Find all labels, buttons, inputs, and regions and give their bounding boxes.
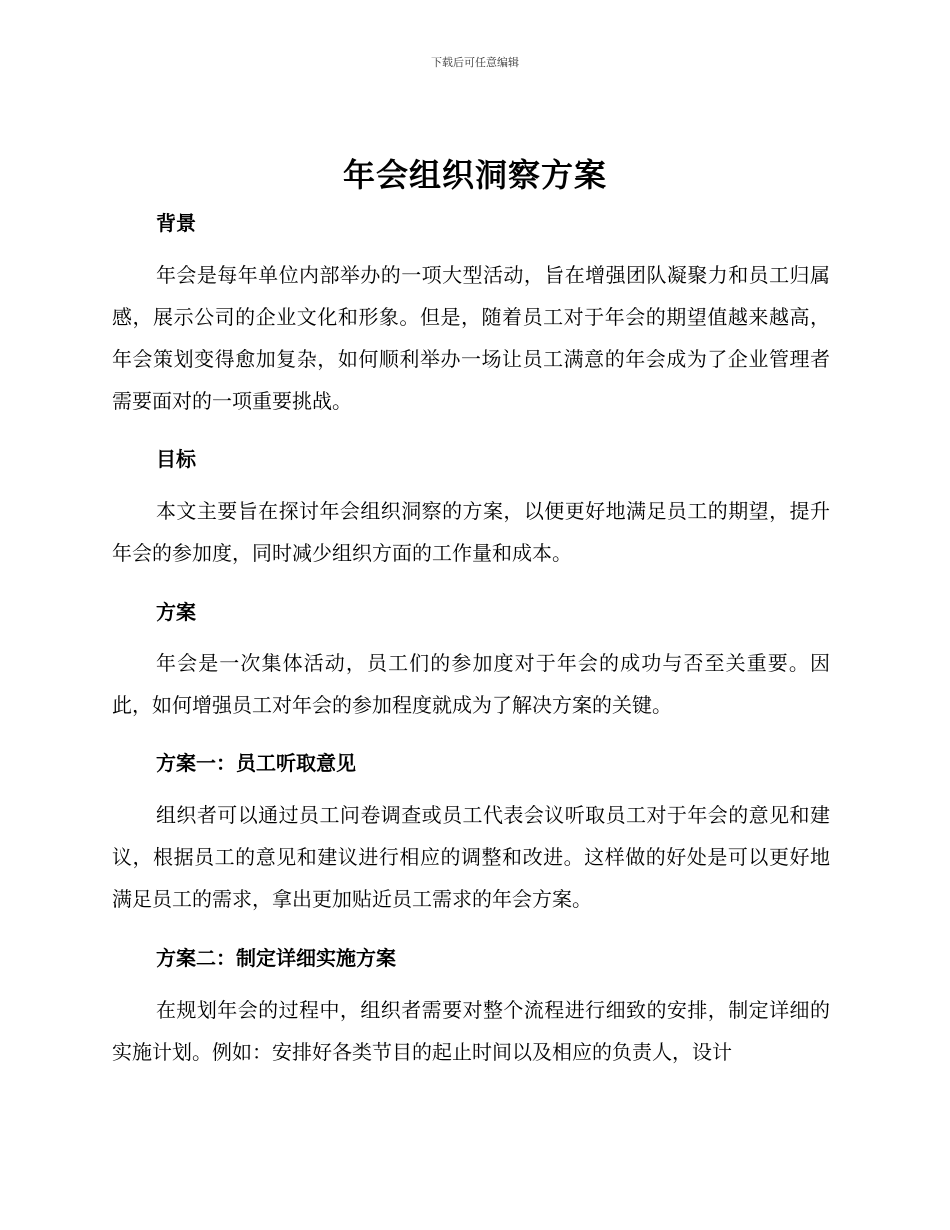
- section-heading-plan: 方案: [156, 600, 196, 624]
- page-header: 下载后可任意编辑: [431, 56, 519, 69]
- paragraph-background: 年会是每年单位内部举办的一项大型活动，旨在增强团队凝聚力和员工归属感，展示公司的企业文化和形象。但是，随着员工对于年会的期望值越来越高，年会策划变得愈加复杂，如何顺利举办一场让员工满意的年会成为了企业管理者需要面对的一项重要挑战。: [112, 263, 830, 413]
- section-heading-plan-one: 方案一：员工听取意见: [156, 751, 356, 775]
- section-heading-plan-two: 方案二：制定详细实施方案: [156, 946, 396, 970]
- paragraph-plan-one: 组织者可以通过员工问卷调查或员工代表会议听取员工对于年会的意见和建议，根据员工的意见和建议进行相应的调整和改进。这样做的好处是可以更好地满足员工的需求，拿出更加贴近员工需求的年会方案。: [112, 803, 830, 911]
- paragraph-plan-two: 在规划年会的过程中，组织者需要对整个流程进行细致的安排，制定详细的实施计划。例如：安排好各类节目的起止时间以及相应的负责人，设计: [112, 998, 830, 1064]
- document-title: 年会组织洞察方案: [342, 156, 607, 194]
- paragraph-goal: 本文主要旨在探讨年会组织洞察的方案，以便更好地满足员工的期望，提升年会的参加度，同时减少组织方面的工作量和成本。: [112, 499, 830, 565]
- section-heading-background: 背景: [156, 211, 196, 235]
- paragraph-plan: 年会是一次集体活动，员工们的参加度对于年会的成功与否至关重要。因此，如何增强员工对年会的参加程度就成为了解决方案的关键。: [112, 651, 830, 717]
- section-heading-goal: 目标: [156, 447, 196, 471]
